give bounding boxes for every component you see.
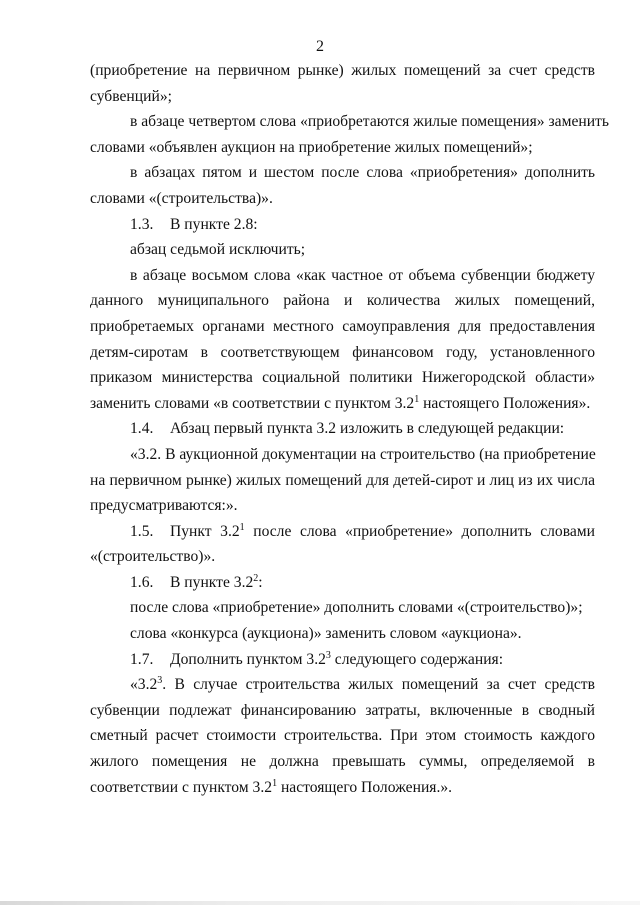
text-segment: настоящего Положения.».: [277, 778, 453, 796]
text-line: предусматриваются:».: [90, 497, 238, 515]
text-segment: после слова «приобретение» дополнить словами: [244, 522, 595, 540]
text-line: в абзаце восьмом слова «как частное от объема субвенции бюджету: [130, 266, 595, 284]
text-line: приказом министерства социальной политики Нижегородской области»: [90, 369, 595, 387]
item-number: 1.6.: [130, 573, 154, 591]
text-line: [90, 672, 595, 698]
text-segment: следующего содержания:: [330, 650, 504, 668]
item-heading: [90, 416, 595, 442]
page-number: 2: [316, 38, 324, 55]
item-heading: [90, 519, 595, 545]
item-number: 1.7.: [130, 650, 154, 668]
item-number: 1.5.: [130, 522, 154, 540]
superscript: 1: [272, 777, 278, 789]
text-segment: соответствии с пунктом 3.2: [90, 778, 273, 796]
superscript: 2: [253, 572, 259, 584]
text-segment: . В случае строительства жилых помещений за счет средств: [162, 676, 595, 694]
item-text: В пункте 2.8:: [170, 215, 258, 233]
text-line: субвенций»;: [90, 87, 172, 105]
text-line: после слова «приобретение» дополнить словами «(строительство)»;: [130, 599, 583, 617]
text-segment: «3.2: [130, 676, 158, 694]
text-line: жилого помещения не должна превышать суммы, определяемой в: [90, 753, 595, 771]
text-line: на первичном рынке) жилых помещений для детей-сирот и лиц из их числа: [90, 471, 595, 489]
text-line: приобретаемых органами местного самоуправления для предоставления: [90, 317, 595, 335]
item-text: Абзац первый пункта 3.2 изложить в следующей редакции:: [170, 420, 565, 438]
superscript: 3: [157, 675, 163, 687]
text-segment: :: [258, 573, 263, 591]
text-line: «3.2. В аукционной документации на строительство (на приобретение: [130, 445, 596, 463]
document-body: [90, 58, 609, 800]
text-line: слова «конкурса (аукциона)» заменить словом «аукциона».: [130, 625, 522, 643]
text-segment: настоящего Положения».: [419, 394, 591, 412]
text-segment: В пункте 3.2: [170, 573, 254, 591]
superscript: 1: [239, 521, 245, 533]
text-line: данного муниципального района и количества жилых помещений,: [90, 292, 595, 310]
superscript: 3: [325, 649, 331, 661]
text-line: словами «объявлен аукцион на приобретение жилых помещений»;: [90, 138, 533, 156]
text-line: [90, 775, 595, 801]
item-heading: [90, 647, 595, 673]
text-line: в абзацах пятом и шестом после слова «приобретения» дополнить: [130, 164, 595, 182]
item-heading: [90, 570, 595, 596]
item-number: 1.3.: [130, 215, 154, 233]
text-line: абзац седьмой исключить;: [130, 241, 306, 259]
text-line: (приобретение на первичном рынке) жилых помещений за счет средств: [90, 62, 595, 79]
text-segment: заменить словами «в соответствии с пунктом 3.2: [90, 394, 415, 412]
scan-edge: [0, 901, 640, 905]
item-heading: [90, 212, 595, 238]
text-line: субвенции подлежат финансированию затраты, включенные в сводный: [90, 701, 595, 719]
text-line: [90, 391, 595, 417]
text-line: словами «(строительства)».: [90, 189, 273, 207]
text-line: в абзаце четвертом слова «приобретаются жилые помещения» заменить: [130, 113, 609, 131]
item-number: 1.4.: [130, 420, 154, 438]
text-line: «(строительство)».: [90, 548, 216, 566]
text-segment: Дополнить пунктом 3.2: [170, 650, 326, 668]
text-segment: Пункт 3.2: [170, 522, 240, 540]
text-line: сметный расчет стоимости строительства. При этом стоимость каждого: [90, 727, 595, 745]
superscript: 1: [414, 393, 420, 405]
text-line: детям-сиротам в соответствующем финансовом году, установленного: [90, 343, 595, 361]
